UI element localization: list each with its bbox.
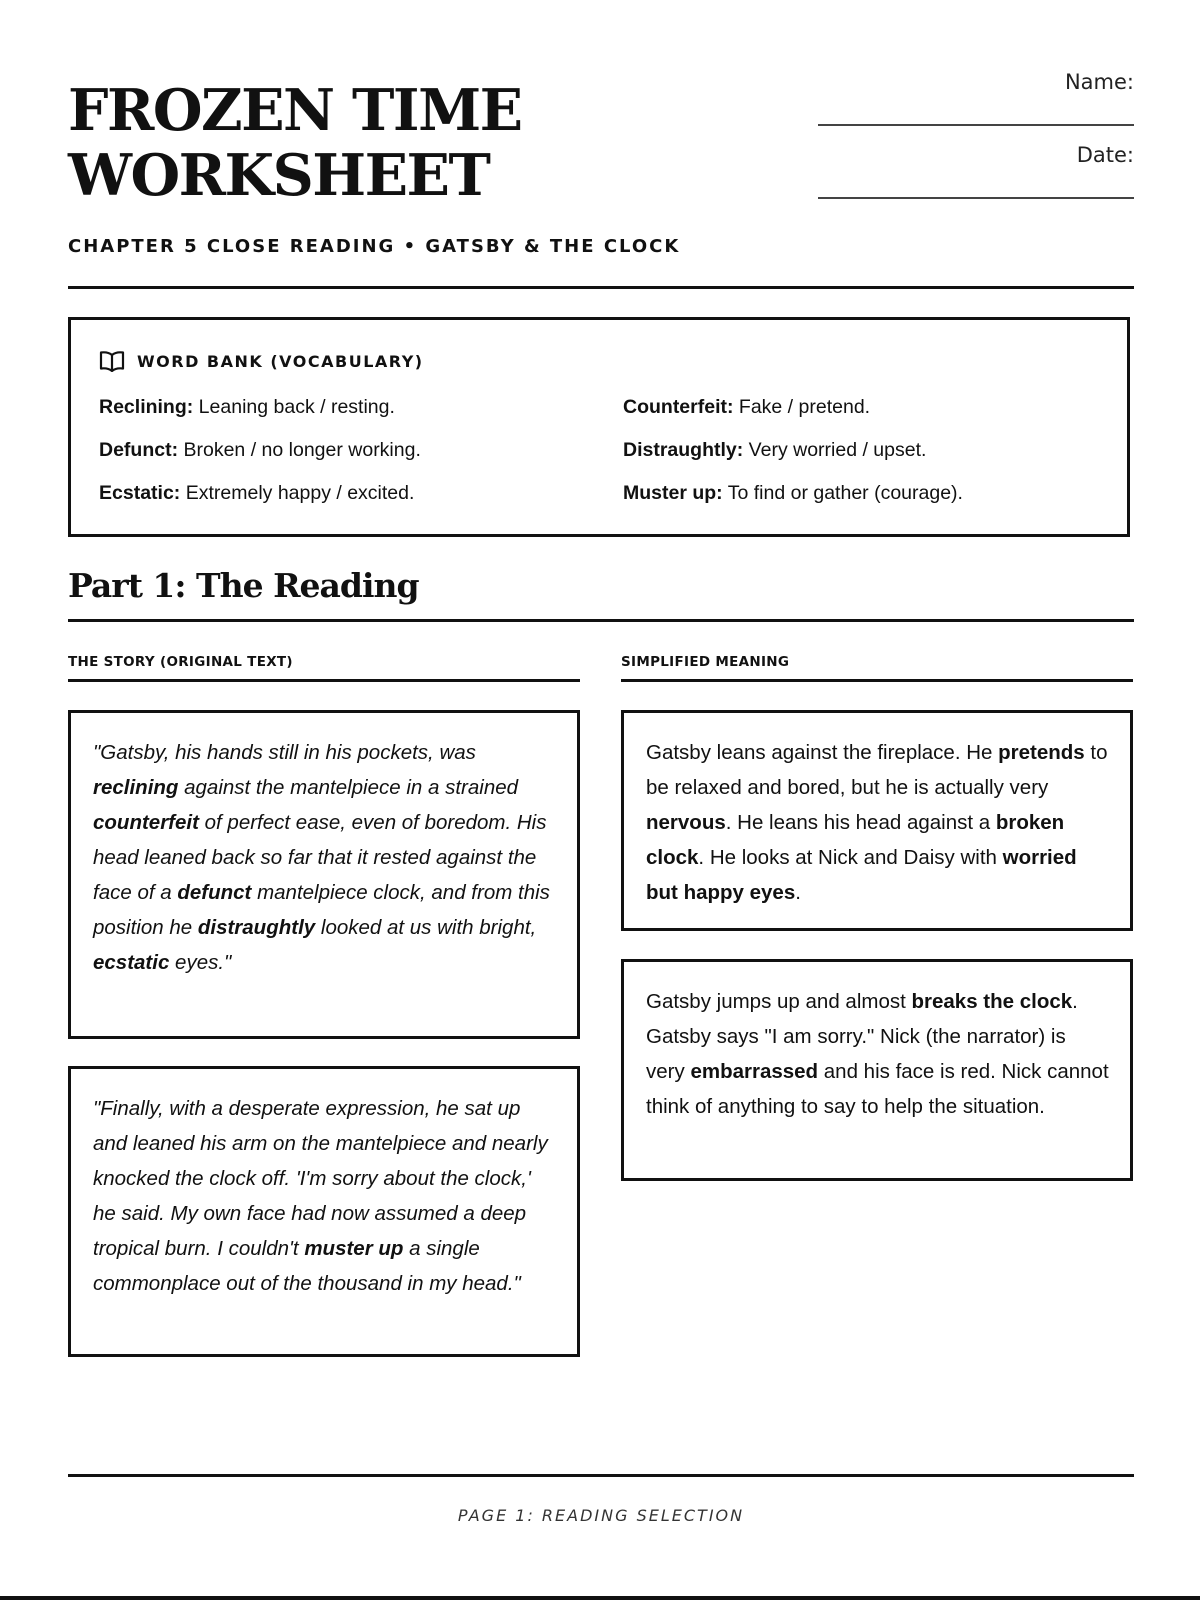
vocab-item: Distraughtly: Very worried / upset. [623, 439, 927, 461]
page-subtitle: CHAPTER 5 CLOSE READING • GATSBY & THE CLOCK [68, 236, 681, 257]
name-label: Name: [1064, 70, 1134, 94]
footer-divider [68, 1474, 1134, 1477]
passage-text: "Finally, with a desperate expression, he sat up and leaned his arm on the mantelpiece and nearly knocked the clock off. 'I'm sorry about the clock,' he said. My own face had now assumed a deep tropical burn. I couldn't [93, 1097, 548, 1260]
book-icon [99, 350, 125, 372]
passage-text: . [795, 881, 801, 904]
passage-text: . Gatsby says "I am sorry." Nick (the narrator) is very [646, 990, 1078, 1083]
word-bank-title: WORD BANK (VOCABULARY) [137, 351, 424, 371]
date-field[interactable] [818, 197, 1134, 199]
emphasized-phrase: reclining [93, 776, 179, 799]
vocab-item: Counterfeit: Fake / pretend. [623, 396, 871, 418]
title-line-2: WORKSHEET [68, 142, 490, 209]
passage-text: . He leans his head against a [725, 811, 996, 834]
emphasized-phrase: pretends [998, 741, 1085, 764]
passage-text: to be relaxed and bored, but he is actually very [646, 741, 1108, 799]
vocab-item: Reclining: Leaning back / resting. [99, 396, 395, 418]
simplified-meaning-rule [621, 679, 1133, 682]
emphasized-phrase: counterfeit [93, 811, 199, 834]
emphasized-phrase: distraughtly [197, 916, 316, 939]
vocab-item: Muster up: To find or gather (courage). [623, 482, 963, 504]
header-divider [68, 286, 1134, 289]
name-field[interactable] [818, 124, 1134, 126]
vocab-item: Ecstatic: Extremely happy / excited. [99, 482, 415, 504]
original-text-rule [68, 679, 580, 682]
passage-text: of perfect ease, even of boredom. His head leaned back so far that it rested against the face of a [93, 811, 547, 904]
word-bank-column-left [99, 396, 421, 525]
page-footer: PAGE 1: READING SELECTION [457, 1506, 745, 1525]
simplified-passage-1 [621, 710, 1133, 931]
passage-text: . He looks at Nick and Daisy with [698, 846, 1003, 869]
passage-text: Gatsby leans against the fireplace. He [646, 741, 999, 764]
emphasized-phrase: embarrassed [690, 1060, 819, 1083]
emphasized-phrase: ecstatic [93, 951, 170, 974]
passage-text: Gatsby jumps up and almost [646, 990, 912, 1013]
vocab-item: Defunct: Broken / no longer working. [99, 439, 421, 461]
passage-text: eyes." [169, 951, 232, 974]
passage-text: a single commonplace out of the thousand in my head." [93, 1237, 521, 1295]
title-line-1: FROZEN TIME [68, 77, 522, 144]
emphasized-phrase: defunct [177, 881, 252, 904]
emphasized-phrase: breaks the clock [911, 990, 1073, 1013]
page-bottom-edge [0, 1596, 1200, 1600]
original-passage-2 [68, 1066, 580, 1357]
emphasized-phrase: nervous [646, 811, 726, 834]
emphasized-phrase: muster up [304, 1237, 404, 1260]
part-divider [68, 619, 1134, 622]
word-bank [68, 317, 1130, 537]
passage-text: mantelpiece clock, and from this position he [93, 881, 550, 939]
simplified-passage-2 [621, 959, 1133, 1181]
date-label: Date: [1076, 143, 1134, 167]
passage-text: "Gatsby, his hands still in his pockets, was [93, 741, 476, 764]
passage-text: and his face is red. Nick cannot think of anything to say to help the situation. [646, 1060, 1109, 1118]
emphasized-phrase: broken clock [646, 811, 1065, 869]
worksheet-page [68, 0, 1134, 1600]
emphasized-phrase: worried but happy eyes [646, 846, 1077, 904]
passage-text: looked at us with bright, [315, 916, 537, 939]
word-bank-heading [99, 350, 424, 372]
simplified-meaning-heading: SIMPLIFIED MEANING [621, 654, 790, 670]
original-passage-1 [68, 710, 580, 1039]
page-title [68, 78, 708, 208]
passage-text: against the mantelpiece in a strained [178, 776, 519, 799]
original-text-heading: THE STORY (ORIGINAL TEXT) [68, 654, 293, 670]
word-bank-column-right [623, 396, 963, 525]
part-1-heading: Part 1: The Reading [68, 566, 419, 605]
